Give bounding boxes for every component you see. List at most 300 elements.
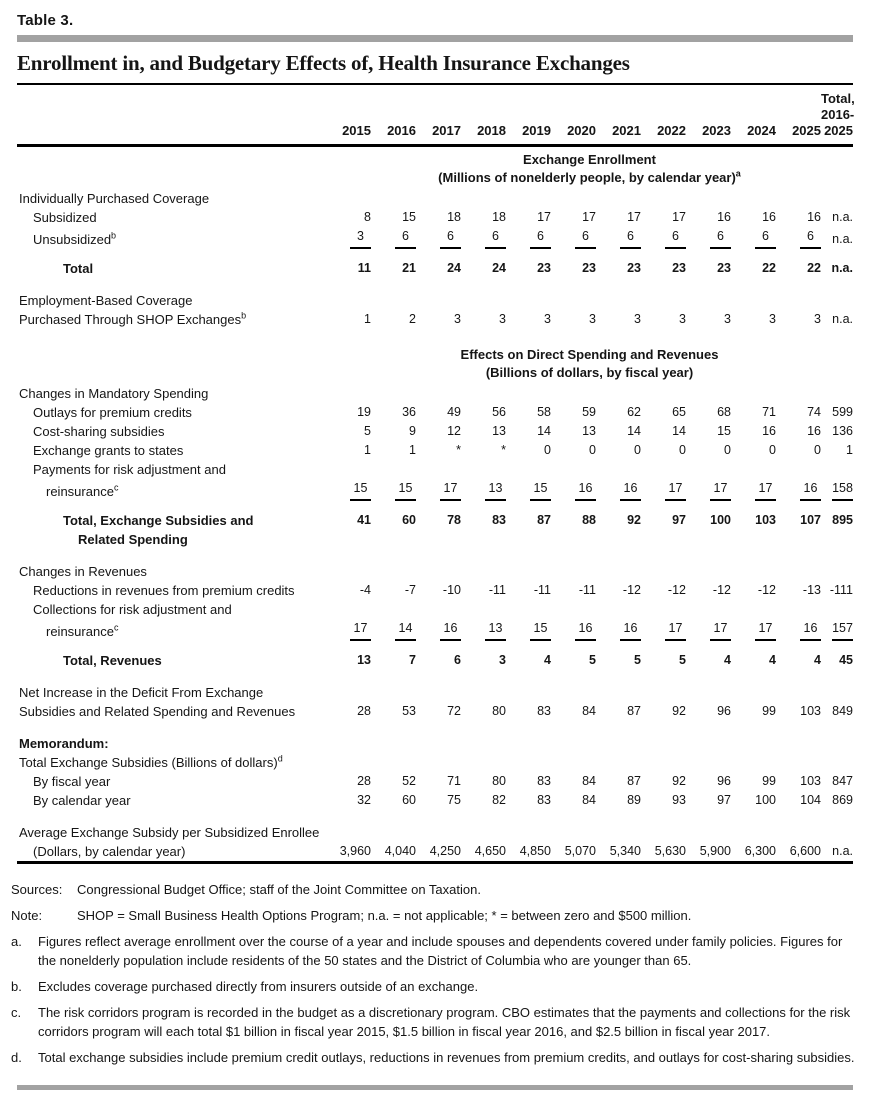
- cell-value: 3: [499, 653, 506, 667]
- cell-value: [326, 619, 371, 646]
- cell-value: 8: [364, 210, 371, 224]
- note-line: [11, 906, 856, 925]
- cell-value: -111: [829, 583, 853, 597]
- cell-value: 14: [672, 424, 686, 438]
- underlined-value: 16: [620, 479, 641, 501]
- underlined-value: 17: [755, 479, 776, 501]
- underlined-value: 6: [620, 227, 641, 249]
- page-title: Enrollment in, and Budgetary Effects of, Health Insurance Exchanges: [17, 51, 630, 75]
- cell-value: 78: [447, 513, 461, 527]
- cell-value: 3: [544, 312, 551, 326]
- cell-value: [371, 619, 416, 646]
- cell-value: 22: [762, 261, 776, 275]
- cell-value: 18: [492, 210, 506, 224]
- section-header-line: (Billions of dollars, by fiscal year): [485, 365, 694, 380]
- underlined-value: 16: [575, 479, 596, 501]
- column-header-year: 2019: [506, 85, 551, 146]
- cell-value: [326, 227, 371, 254]
- sources-label: Sources:: [11, 882, 63, 897]
- column-header-year: 2020: [551, 85, 596, 146]
- column-header-year: 2016: [371, 85, 416, 146]
- cell-value: 28: [357, 774, 371, 788]
- cell-value: [641, 479, 686, 506]
- cell-value: -11: [578, 583, 596, 597]
- cell-value: 92: [672, 774, 686, 788]
- row-label: Total, Revenues: [63, 653, 162, 668]
- underlined-value: 6: [575, 227, 596, 249]
- table-number-label: Table 3.: [17, 12, 74, 29]
- table-row-data: [17, 581, 853, 600]
- section-label-spacer: [17, 146, 326, 190]
- table-row-label: [17, 683, 853, 702]
- cell-value: 0: [724, 443, 731, 457]
- header-divider-bar: [17, 35, 853, 42]
- cell-value: [776, 227, 821, 254]
- cell-value: 59: [582, 405, 596, 419]
- cell-value: n.a.: [831, 261, 853, 275]
- row-label: Payments for risk adjustment and: [33, 462, 226, 477]
- table-row-spacer: [17, 329, 853, 342]
- cell-value: -12: [622, 583, 641, 597]
- cell-value: [686, 479, 731, 506]
- footnote: [11, 977, 856, 996]
- column-header-year: 2022: [641, 85, 686, 146]
- cell-value: 869: [832, 793, 853, 807]
- section-label-spacer: [17, 342, 326, 384]
- cell-value: [461, 227, 506, 254]
- cell-value: 97: [717, 793, 731, 807]
- row-label: Cost-sharing subsidies: [33, 424, 165, 439]
- footnote: [11, 1003, 856, 1041]
- cell-value: 3: [814, 312, 821, 326]
- cell-value: [506, 619, 551, 646]
- cell-value: 99: [762, 774, 776, 788]
- cell-value: 1: [846, 443, 853, 457]
- cell-value: 58: [537, 405, 551, 419]
- column-header-row: [17, 85, 853, 146]
- cell-value: [596, 619, 641, 646]
- cell-value: 21: [402, 261, 416, 275]
- cell-value: 0: [814, 443, 821, 457]
- row-label: Average Exchange Subsidy per Subsidized Enrollee: [19, 825, 320, 840]
- footnote-marker: b.: [11, 979, 22, 994]
- cell-value: 5: [364, 424, 371, 438]
- cell-value: 17: [537, 210, 551, 224]
- cell-value: -10: [442, 583, 461, 597]
- total-header-line: 2016-: [821, 107, 855, 122]
- cell-value: [461, 479, 506, 506]
- column-header-year: 2025: [776, 85, 821, 146]
- cell-value: 93: [672, 793, 686, 807]
- table-row-label: [17, 291, 853, 310]
- cell-value: 87: [627, 774, 641, 788]
- cell-value: n.a.: [832, 312, 853, 326]
- underlined-value: 6: [530, 227, 551, 249]
- cell-value: *: [501, 443, 506, 457]
- cell-value: 92: [672, 704, 686, 718]
- cell-value: [776, 619, 821, 646]
- row-label: Subsidies and Related Spending and Revenues: [19, 704, 296, 719]
- table-row-section: [17, 146, 853, 190]
- cell-value: 17: [672, 210, 686, 224]
- row-label: Changes in Mandatory Spending: [19, 386, 209, 401]
- cell-value: 100: [755, 793, 776, 807]
- cell-value: 68: [717, 405, 731, 419]
- cell-value: -12: [757, 583, 776, 597]
- table-row-label: [17, 460, 853, 479]
- underlined-value: 17: [350, 619, 371, 641]
- spacer-cell: [17, 549, 853, 562]
- row-label: Total: [63, 261, 94, 276]
- column-header-year: 2023: [686, 85, 731, 146]
- cell-value: 16: [762, 210, 776, 224]
- cell-value: 13: [492, 424, 506, 438]
- cell-value: 3: [499, 312, 506, 326]
- cell-value: 83: [537, 704, 551, 718]
- cell-value: 56: [492, 405, 506, 419]
- underlined-value: 16: [620, 619, 641, 641]
- footnote-ref-c: c: [113, 622, 119, 633]
- cell-value: 0: [679, 443, 686, 457]
- cell-value: 0: [589, 443, 596, 457]
- underlined-value: 15: [530, 619, 551, 641]
- cell-value: [596, 227, 641, 254]
- row-label: Total, Exchange Subsidies and Related Spending: [17, 506, 326, 549]
- cell-value: 4: [544, 653, 551, 667]
- footnote-ref-a: a: [735, 168, 741, 179]
- cell-value: 23: [717, 261, 731, 275]
- row-label: Net Increase in the Deficit From Exchange: [19, 685, 264, 700]
- cell-value: 74: [807, 405, 821, 419]
- spacer-cell: [17, 810, 853, 823]
- underlined-value: 16: [800, 619, 821, 641]
- cell-value: 87: [537, 513, 551, 527]
- cell-value: 49: [447, 405, 461, 419]
- section-header-line: Effects on Direct Spending and Revenues: [460, 347, 719, 362]
- cell-value: 41: [357, 513, 371, 527]
- cell-value: 23: [627, 261, 641, 275]
- column-header-empty: [17, 85, 326, 146]
- footnotes-list: [11, 932, 856, 1067]
- underlined-value: 16: [440, 619, 461, 641]
- cell-value: 847: [832, 774, 853, 788]
- cell-value: -4: [359, 583, 371, 597]
- table-row-data: [17, 506, 853, 549]
- cell-value: 96: [717, 704, 731, 718]
- cell-value: 60: [402, 793, 416, 807]
- cell-value: 7: [409, 653, 416, 667]
- note-text: SHOP = Small Business Health Options Program; n.a. = not applicable; * = between zero and $500 million.: [77, 908, 692, 923]
- cell-value: 12: [447, 424, 461, 438]
- cell-value: [371, 227, 416, 254]
- column-header-year: 2021: [596, 85, 641, 146]
- cell-value: 32: [357, 793, 371, 807]
- cell-value: -11: [488, 583, 506, 597]
- cell-value: [506, 227, 551, 254]
- table-row-data: [17, 842, 853, 863]
- cell-value: 14: [627, 424, 641, 438]
- cell-value: 19: [357, 405, 371, 419]
- spacer-cell: [17, 721, 853, 734]
- data-table: [17, 85, 853, 864]
- cell-value: [641, 619, 686, 646]
- cell-value: [731, 227, 776, 254]
- cell-value: 62: [627, 405, 641, 419]
- footnote-ref-b: b: [241, 310, 247, 321]
- table-row-label: [17, 823, 853, 842]
- section-header: [326, 146, 853, 190]
- sources-line: [11, 880, 856, 899]
- table-row-data: [17, 441, 853, 460]
- cell-value: 96: [717, 774, 731, 788]
- underlined-value: 17: [710, 619, 731, 641]
- cell-value: [821, 619, 853, 646]
- cell-value: 84: [582, 793, 596, 807]
- footnote: [11, 932, 856, 970]
- row-label: Individually Purchased Coverage: [19, 191, 210, 206]
- table-row-data: [17, 791, 853, 810]
- cell-value: -12: [712, 583, 731, 597]
- footnote-ref-d: d: [277, 753, 283, 764]
- row-label: Total Exchange Subsidies (Billions of dollars)$^d$: [19, 753, 283, 770]
- cell-value: [641, 227, 686, 254]
- table-row-spacer: [17, 810, 853, 823]
- table-row-data: [17, 422, 853, 441]
- cell-value: 16: [807, 424, 821, 438]
- cell-value: 80: [492, 774, 506, 788]
- sources-text: Congressional Budget Office; staff of the Joint Committee on Taxation.: [77, 882, 481, 897]
- cell-value: 3: [724, 312, 731, 326]
- cell-value: 5: [589, 653, 596, 667]
- table-row-data: [17, 310, 853, 329]
- cell-value: 53: [402, 704, 416, 718]
- cell-value: 16: [807, 210, 821, 224]
- row-label: reinsurance$^c$: [46, 482, 119, 499]
- row-label-line2: Related Spending: [78, 532, 188, 547]
- cell-value: [416, 479, 461, 506]
- row-label: By fiscal year: [33, 774, 111, 789]
- cell-value: [731, 619, 776, 646]
- cell-value: 83: [492, 513, 506, 527]
- cell-value: 24: [492, 261, 506, 275]
- table-row-data: [17, 702, 853, 721]
- row-label: Memorandum:: [19, 736, 109, 751]
- cell-value: 13: [357, 653, 371, 667]
- footnote-ref-c: c: [113, 482, 119, 493]
- spacer-cell: [17, 670, 853, 683]
- row-label: Employment-Based Coverage: [19, 293, 193, 308]
- cell-value: 4: [724, 653, 731, 667]
- cell-value: n.a.: [832, 232, 853, 246]
- table-row-data: [17, 254, 853, 278]
- cell-value: 23: [672, 261, 686, 275]
- cell-value: 0: [544, 443, 551, 457]
- cell-value: -7: [404, 583, 416, 597]
- cell-value: 83: [537, 774, 551, 788]
- footnote-marker: d.: [11, 1050, 22, 1065]
- cell-value: 3: [679, 312, 686, 326]
- cell-value: [416, 619, 461, 646]
- underlined-value: 6: [665, 227, 686, 249]
- note-label: Note:: [11, 908, 43, 923]
- cell-value: 24: [447, 261, 461, 275]
- cell-value: [596, 479, 641, 506]
- cell-value: 16: [717, 210, 731, 224]
- row-label: reinsurance$^c$: [46, 622, 119, 639]
- section-header: [326, 342, 853, 384]
- cell-value: [506, 479, 551, 506]
- underlined-value: 13: [485, 619, 506, 641]
- table-row-label: [17, 753, 853, 772]
- cell-value: 6,600: [789, 844, 821, 858]
- cell-value: 100: [710, 513, 731, 527]
- cell-value: 3: [589, 312, 596, 326]
- row-label: Reductions in revenues from premium credits: [33, 583, 295, 598]
- row-label: By calendar year: [33, 793, 131, 808]
- table-row-spacer: [17, 670, 853, 683]
- row-label: (Dollars, by calendar year): [33, 844, 186, 859]
- table-row-data: [17, 479, 853, 506]
- cell-value: 99: [762, 704, 776, 718]
- cell-value: 15: [402, 210, 416, 224]
- cell-value: [686, 619, 731, 646]
- cell-value: 17: [582, 210, 596, 224]
- table-row-data: [17, 208, 853, 227]
- cell-value: 75: [447, 793, 461, 807]
- cell-value: 14: [537, 424, 551, 438]
- cell-value: 4,250: [429, 844, 461, 858]
- footnote-text: Figures reflect average enrollment over the course of a year and include spouses and dependents covered under family policies. Figures for the nonelderly population include residents of the 50 states and the District of Columbia who are younger than 65.: [38, 934, 843, 968]
- cell-value: 5,070: [564, 844, 596, 858]
- cell-value: 92: [627, 513, 641, 527]
- total-header-line: 2025: [824, 123, 853, 138]
- cell-value: 97: [672, 513, 686, 527]
- cell-value: 103: [800, 704, 821, 718]
- column-header-year: 2015: [326, 85, 371, 146]
- cell-value: [326, 479, 371, 506]
- cell-value: [551, 227, 596, 254]
- table-row-data: [17, 646, 853, 670]
- column-header-total: [821, 85, 853, 146]
- cell-value: 1: [409, 443, 416, 457]
- cell-value: [776, 479, 821, 506]
- row-label: Purchased Through SHOP Exchanges$^b$: [19, 310, 247, 327]
- footnote-ref-b: b: [111, 230, 117, 241]
- underlined-value: 6: [755, 227, 776, 249]
- cell-value: 87: [627, 704, 641, 718]
- cell-value: 6,300: [744, 844, 776, 858]
- cell-value: 89: [627, 793, 641, 807]
- underlined-value: 17: [710, 479, 731, 501]
- cell-value: 895: [832, 513, 853, 527]
- cell-value: 136: [832, 424, 853, 438]
- cell-value: -13: [802, 583, 821, 597]
- cell-value: 103: [755, 513, 776, 527]
- cell-value: 13: [582, 424, 596, 438]
- table-row-data: [17, 227, 853, 254]
- cell-value: 65: [672, 405, 686, 419]
- table-row-label: [17, 189, 853, 208]
- underlined-value: 15: [350, 479, 371, 501]
- cell-value: 9: [409, 424, 416, 438]
- row-label: Collections for risk adjustment and: [33, 602, 232, 617]
- cell-value: 1: [364, 312, 371, 326]
- cell-value: 5,340: [609, 844, 641, 858]
- cell-value: 103: [800, 774, 821, 788]
- cell-value: 3: [769, 312, 776, 326]
- cell-value: 36: [402, 405, 416, 419]
- spacer-cell: [17, 329, 853, 342]
- table-notes: [11, 880, 856, 1067]
- cell-value: 4,040: [384, 844, 416, 858]
- bottom-divider-bar: [17, 1085, 853, 1090]
- cell-value: 16: [762, 424, 776, 438]
- column-header-year: 2018: [461, 85, 506, 146]
- underlined-value: 17: [665, 619, 686, 641]
- cell-value: 107: [800, 513, 821, 527]
- cell-value: 45: [839, 653, 853, 667]
- cell-value: 6: [454, 653, 461, 667]
- row-label: Unsubsidized$^b$: [33, 230, 117, 247]
- underlined-value: 17: [665, 479, 686, 501]
- row-label: Exchange grants to states: [33, 443, 184, 458]
- underlined-value: 16: [800, 479, 821, 501]
- underlined-value: 6: [800, 227, 821, 249]
- cell-value: 71: [447, 774, 461, 788]
- cell-value: 5: [634, 653, 641, 667]
- cell-value: 15: [717, 424, 731, 438]
- cell-value: -12: [667, 583, 686, 597]
- table-row-spacer: [17, 549, 853, 562]
- cell-value: 599: [832, 405, 853, 419]
- row-label: Changes in Revenues: [19, 564, 147, 579]
- cell-value: 22: [807, 261, 821, 275]
- cell-value: [416, 227, 461, 254]
- table-body: [17, 146, 853, 863]
- cell-value: 849: [832, 704, 853, 718]
- underlined-value: 3: [350, 227, 371, 249]
- table-row-label: [17, 562, 853, 581]
- underlined-value: 158: [832, 479, 853, 501]
- cell-value: 60: [402, 513, 416, 527]
- table-row-data: [17, 619, 853, 646]
- cell-value: 0: [634, 443, 641, 457]
- row-label: Outlays for premium credits: [33, 405, 192, 420]
- cell-value: 104: [800, 793, 821, 807]
- cell-value: 4: [814, 653, 821, 667]
- table-row-label: [17, 600, 853, 619]
- cell-value: 0: [769, 443, 776, 457]
- table-row-label: [17, 734, 853, 753]
- cell-value: 23: [582, 261, 596, 275]
- cell-value: 3,960: [339, 844, 371, 858]
- table-header: [17, 85, 853, 146]
- underlined-value: 157: [832, 619, 853, 641]
- section-header-line: (Millions of nonelderly people, by calendar year)$^a$: [438, 168, 741, 185]
- cell-value: 11: [357, 261, 371, 275]
- cell-value: [551, 479, 596, 506]
- table-row-data: [17, 772, 853, 791]
- column-header-year: 2017: [416, 85, 461, 146]
- table-row-data: [17, 403, 853, 422]
- underlined-value: 14: [395, 619, 416, 641]
- table-row-spacer: [17, 278, 853, 291]
- cell-value: 3: [454, 312, 461, 326]
- table-row-label: [17, 384, 853, 403]
- cell-value: 5,630: [654, 844, 686, 858]
- cell-value: 17: [627, 210, 641, 224]
- cell-value: [821, 479, 853, 506]
